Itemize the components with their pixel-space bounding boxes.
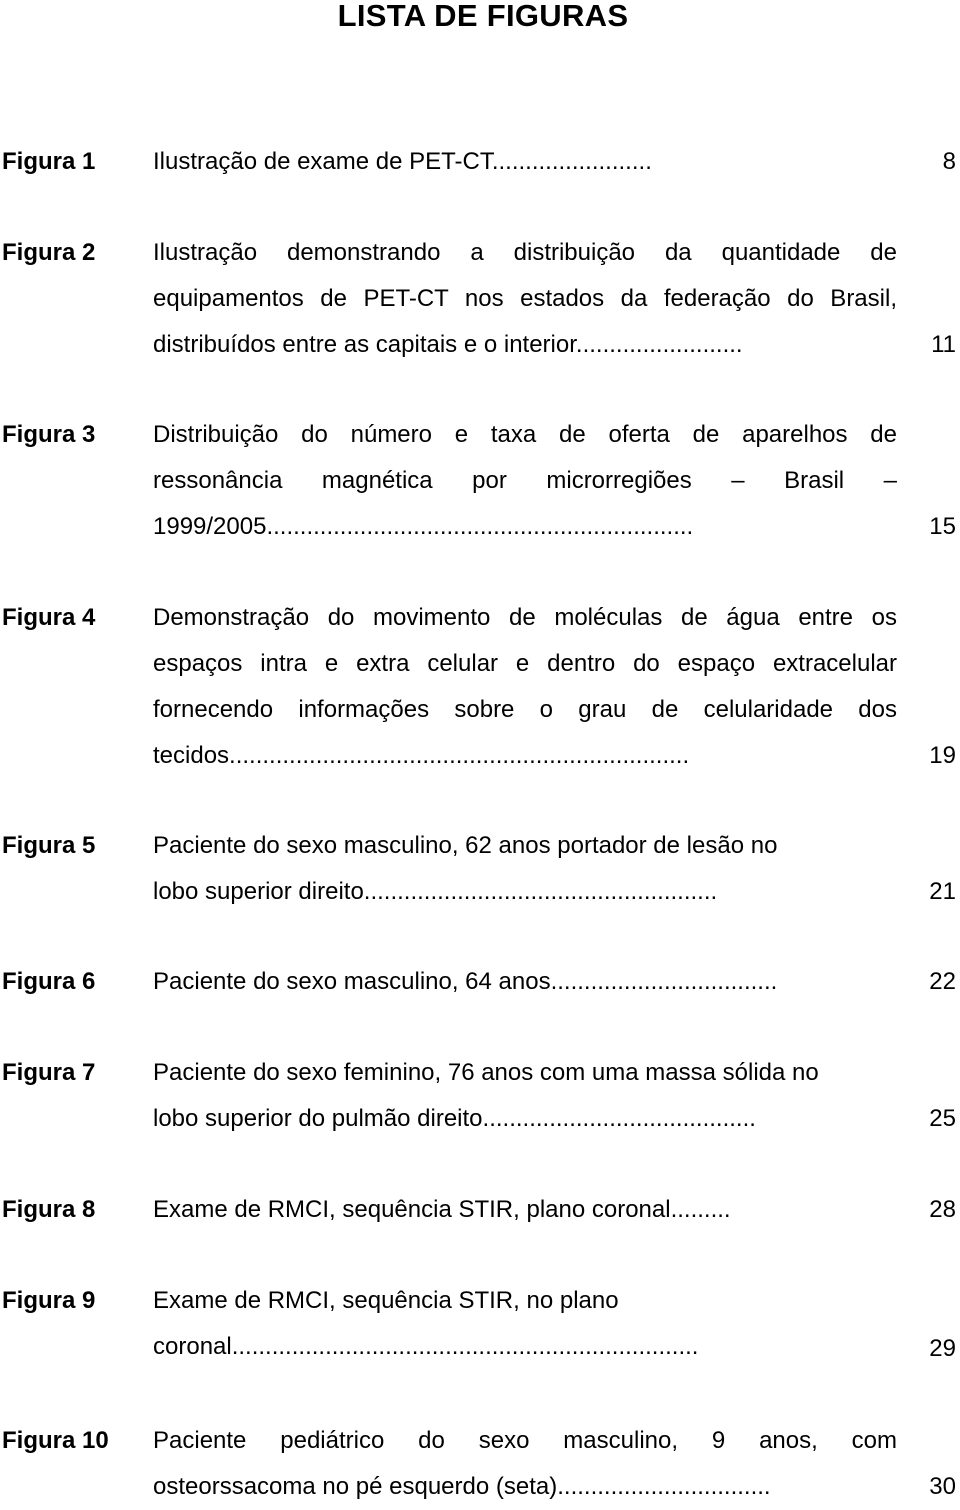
figure-description — [153, 1418, 897, 1510]
figure-description-line: Demonstração do movimento de moléculas de água entre os — [153, 604, 897, 631]
figure-page-number: 29 — [929, 1335, 956, 1362]
figure-description-line: osteorssacoma no pé esquerdo (seta)................................ — [153, 1473, 771, 1500]
figure-page-number: 19 — [929, 742, 956, 769]
figure-label: Figura 6 — [2, 968, 96, 995]
figure-page-number: 28 — [929, 1196, 956, 1223]
figure-description-line: Exame de RMCI, sequência STIR, no plano — [153, 1287, 619, 1314]
figure-description — [153, 139, 897, 185]
figure-description-line: ressonância magnética por microrregiões – Brasil – — [153, 467, 897, 494]
figure-page-number: 22 — [929, 968, 956, 995]
figure-page-number: 21 — [929, 878, 956, 905]
figure-page-number: 30 — [929, 1473, 956, 1500]
figure-description-line: coronal...................................................................... — [153, 1333, 699, 1360]
figure-description-line: equipamentos de PET-CT nos estados da federação do Brasil, — [153, 285, 897, 312]
figure-description — [153, 1050, 897, 1142]
figure-description-line: lobo superior do pulmão direito......................................... — [153, 1105, 756, 1132]
figure-description-line: distribuídos entre as capitais e o interior......................... — [153, 331, 743, 358]
figure-label: Figura 8 — [2, 1196, 96, 1223]
figure-description-line: Ilustração de exame de PET-CT........................ — [153, 148, 652, 175]
figure-page-number: 25 — [929, 1105, 956, 1132]
figure-label: Figura 3 — [2, 421, 96, 448]
figure-page-number: 15 — [929, 513, 956, 540]
figure-description-line: 1999/2005................................................................ — [153, 513, 694, 540]
figure-page-number: 11 — [931, 331, 956, 358]
figure-label: Figura 5 — [2, 832, 96, 859]
figure-description — [153, 1278, 897, 1370]
figure-description-line: Paciente do sexo feminino, 76 anos com uma massa sólida no — [153, 1059, 819, 1086]
figure-description-line: Distribuição do número e taxa de oferta de aparelhos de — [153, 421, 897, 448]
figure-description-line: Paciente do sexo masculino, 64 anos.................................. — [153, 968, 778, 995]
figure-description-line: Paciente pediátrico do sexo masculino, 9 anos, com — [153, 1427, 897, 1454]
page-title: LISTA DE FIGURAS — [337, 0, 629, 33]
figure-label: Figura 10 — [2, 1427, 109, 1454]
figure-description-line: Ilustração demonstrando a distribuição da quantidade de — [153, 239, 897, 266]
figure-description — [153, 1187, 897, 1233]
figure-page-number: 8 — [942, 148, 956, 175]
figure-label: Figura 7 — [2, 1059, 96, 1086]
figure-description — [153, 412, 897, 550]
figure-label: Figura 9 — [2, 1287, 96, 1314]
figure-description — [153, 959, 897, 1005]
figure-description-line: tecidos..................................................................... — [153, 742, 690, 769]
figure-description-line: lobo superior direito..................................................... — [153, 878, 718, 905]
figure-description — [153, 823, 897, 915]
figure-description-line: espaços intra e extra celular e dentro do espaço extracelular — [153, 650, 897, 677]
figure-label: Figura 2 — [2, 239, 96, 266]
figure-description — [153, 595, 897, 779]
figure-description-line: fornecendo informações sobre o grau de celularidade dos — [153, 696, 897, 723]
figure-label: Figura 1 — [2, 148, 96, 175]
figure-description-line: Exame de RMCI, sequência STIR, plano coronal......... — [153, 1196, 731, 1223]
figure-description — [153, 230, 897, 368]
figure-label: Figura 4 — [2, 604, 96, 631]
figure-description-line: Paciente do sexo masculino, 62 anos portador de lesão no — [153, 832, 778, 859]
